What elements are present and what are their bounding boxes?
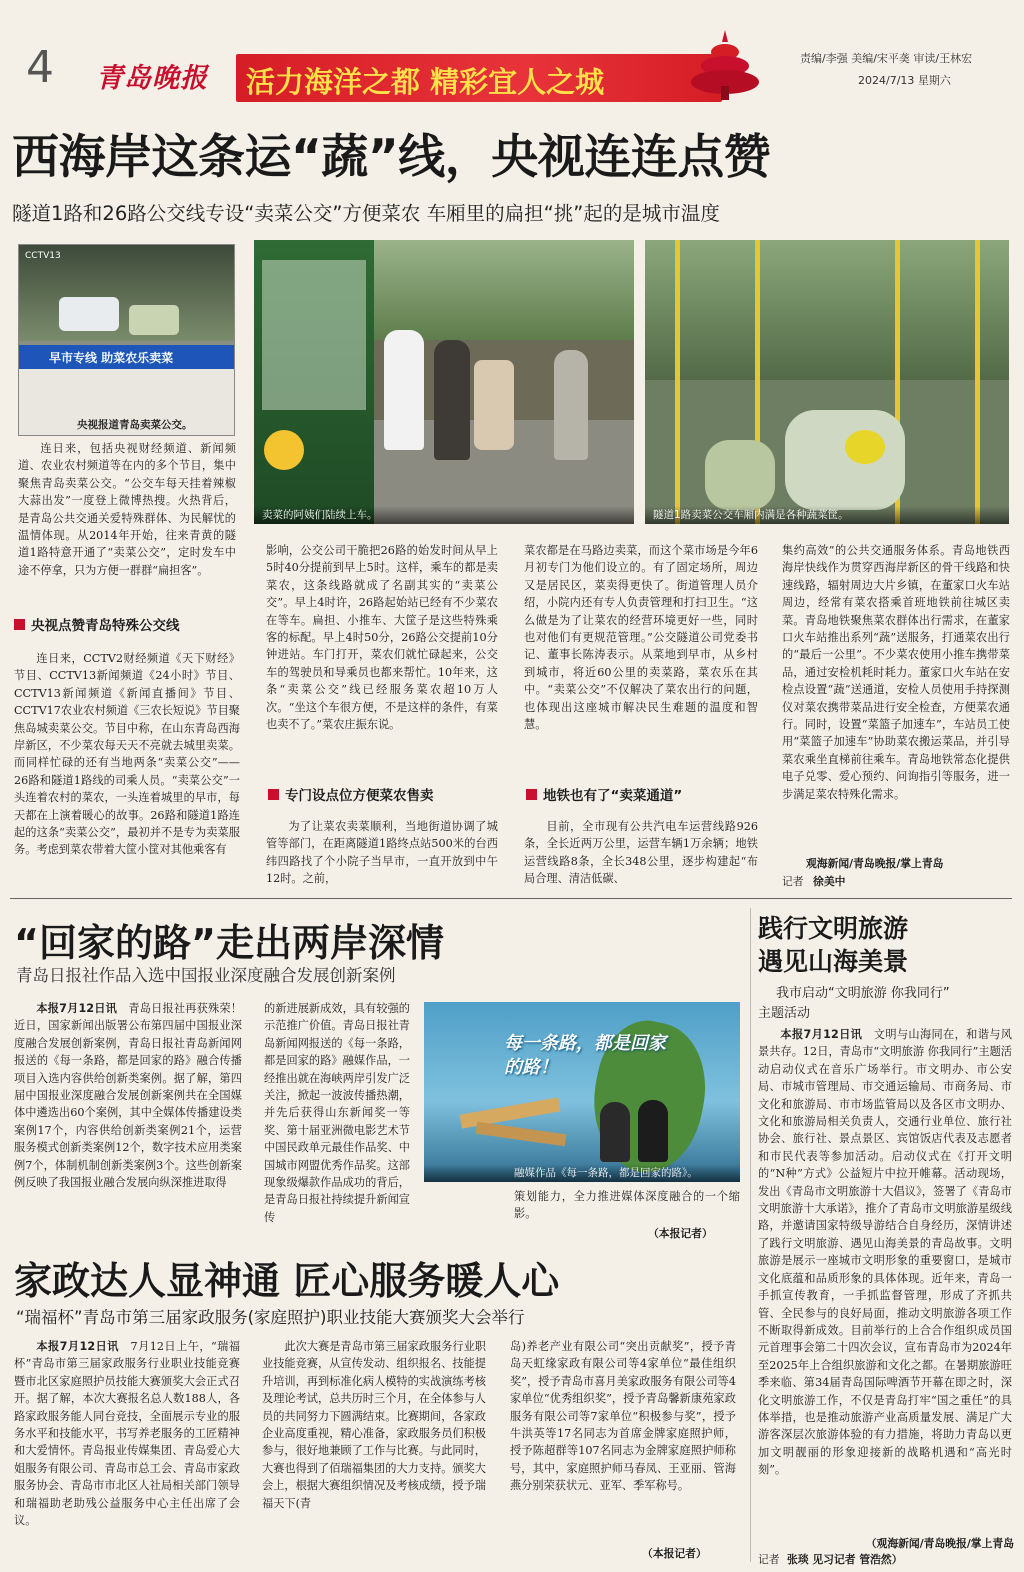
tv-photo-caption: 央视报道青岛卖菜公交。 bbox=[77, 419, 193, 431]
story1-column-3: 菜农都是在马路边卖菜，而这个菜市场是今年6月初专门为他们设立的。有了固定场所，周边又是居民区，菜卖得更快了。街道管理人员介绍，小院内还有专人负责管理和打扫卫生。“这么做是为了让菜农的经营环境更好一些，同时也对他们有更规范管理。”公交隧道公司党委书记、董事长陈涛表示。从菜地到早市，从乡村到城市，将近60公里的卖菜路，菜农乐在其中。“卖菜公交”不仅解决了菜农出行的问题，也体现出这座城市解决民生难题的温度和智慧。 bbox=[524, 544, 758, 732]
story2-poster-photo bbox=[424, 1002, 740, 1182]
story2-byline: （本报记者） bbox=[648, 1227, 713, 1240]
story1-headline: 西海岸这条运“蔬”线，央视连连点赞 bbox=[12, 130, 771, 185]
landmark-icon bbox=[688, 28, 762, 102]
story1-bus-boarding-photo bbox=[254, 240, 634, 524]
story3-dateline: 本报7月12日讯 bbox=[36, 1340, 119, 1353]
story1-reporter: 记者 徐美中 bbox=[782, 875, 846, 888]
tv-news-banner: 早市专线 助菜农乐卖菜 bbox=[19, 345, 234, 369]
slogan-banner bbox=[236, 54, 722, 102]
story3-headline: 家政达人显神通 匠心服务暖人心 bbox=[14, 1259, 560, 1303]
story2-column-3: 策划能力，全力推进媒体深度融合的一个缩影。 bbox=[514, 1190, 740, 1221]
story1-column-2: 影响，公交公司干脆把26路的始发时间从早上5时40分提前到早上5时。这样，乘车的都是卖菜农，这条线路就成了名副其实的“卖菜公交”。早上4时许，26路起始站已经有不少菜农在等车。扁担、小推车、大筐子是这些特殊乘客的标配。早上4时50分，26路公交提前10分钟进站。车门打开，菜农们就忙碌起来，公交车的驾驶员和导乘员也都来帮忙。10年来，这条“卖菜公交”线已经服务菜农超10万人次。“坐这个车很方便，不是这样的条件，有菜也卖不了。”菜农庄振东说。 bbox=[266, 544, 498, 732]
page-number: 4 bbox=[26, 42, 54, 93]
story1-intro: 连日来，包括央视财经频道、新闻频道、农业农村频道等在内的多个节目，集中聚焦青岛卖菜公交。“公交车每天挂着辣椒大蒜出发”一度登上微博热搜。火热背后，是青岛公共交通关爱特殊群体、为民解忧的温情体现。从2014年开始，往来青黄的隧道1路特意开通了“卖菜公交”，定时发车中途不停拿，只为方便一群群“扁担客”。 bbox=[18, 442, 236, 577]
section-divider bbox=[10, 898, 1012, 899]
story4-headline: 践行文明旅游 遇见山海美景 bbox=[758, 914, 909, 976]
story4-subhead: 我市启动“文明旅游 你我同行” 主题活动 bbox=[758, 986, 950, 1021]
story1-subheading-1: 央视点赞青岛特殊公交线 bbox=[14, 614, 180, 634]
story2-headline: “回家的路”走出两岸深情 bbox=[14, 921, 444, 965]
story2-dateline: 本报7月12日讯 bbox=[36, 1002, 118, 1015]
column-divider bbox=[750, 908, 751, 1562]
story1-column-1: 连日来，CCTV2财经频道《天下财经》节目、CCTV13新闻频道《24小时》节目、CCTV13新闻频道《新闻直播间》节目、CCTV17农业农村频道《三农长短说》节目聚焦岛城卖菜公交。节目中称，在山东青岛西海岸新区，不少菜农每天天不亮就去城里卖菜。而同样忙碌的还有当地两条“卖菜公交”——26路和隧道1路线的司乘人员。“卖菜公交”一头连着农村的菜农，一头连着城里的早市，每天都在上演着暖心的故事。26路和隧道1路连起的这条“卖菜公交”，最初并不是专为卖菜服务。考虑到菜农带着大筐小筐对其他乘客有 bbox=[14, 652, 240, 857]
story2-photo-caption: 融媒作品《每一条路，都是回家的路》。 bbox=[424, 1164, 740, 1182]
tv-channel-logo: CCTV13 bbox=[25, 251, 61, 261]
poster-title: 每一条路，都是回家的路！ bbox=[504, 1033, 666, 1078]
masthead-logo: 青岛晚报 bbox=[96, 63, 208, 94]
story4-byline: （观海新闻/青岛晚报/掌上青岛 记者 张琰 见习记者 管浩然） bbox=[758, 1537, 1014, 1566]
story1-byline: 观海新闻/青岛晚报/掌上青岛 bbox=[806, 857, 944, 870]
story3-column-1: 本报7月12日讯 7月12日上午，“瑞福杯”青岛市第三届家政服务行业职业技能竞赛暨市北区家庭照护员技能大赛颁奖大会正式召开。据了解，本次大赛报名总人数188人，各路家政服务能人同台竞技，全面展示专业的服务水平和技能水平，书写养老服务的工匠精神和大爱情怀。青岛报业传媒集团、青岛爱心大姐服务有限公司、青岛市总工会、青岛市家政服务协会、青岛市市北区人社局相关部门领导和瑞福助老助残公益服务中心主任出席了会议。 bbox=[14, 1340, 240, 1528]
story3-subhead: “瑞福杯”青岛市第三届家政服务(家庭照护)职业技能大赛颁奖大会举行 bbox=[16, 1308, 525, 1327]
issue-date: 2024/7/13 星期六 bbox=[858, 74, 951, 87]
story3-column-3: 岛)养老产业有限公司“突出贡献奖”，授予青岛天虹缘家政有限公司等4家单位“最佳组织奖”，授予青岛市喜月美家政服务有限公司等4家单位“优秀组织奖”，授予青岛馨新康苑家政服务有限公司等7家单位“积极参与奖”，授予牛洪英等17名同志为首席金牌家庭照护师，授予陈超群等107名同志为金牌家庭照护师称号，其中，家庭照护师马春凤、王亚丽、管海燕分别荣获状元、亚军、季军称号。 bbox=[510, 1340, 736, 1493]
story1-column-2b: 为了让菜农卖菜顺利，当地街道协调了城管等部门，在距离隧道1路终点站500米的台西纬四路找了个小院子当早市，一直开放到中午12时。之前， bbox=[266, 820, 498, 886]
story4-dateline: 本报7月12日讯 bbox=[780, 1028, 863, 1041]
story1-bus-interior-photo bbox=[645, 240, 1009, 524]
story1-column-3b: 目前，全市现有公共汽电车运营线路926条，全长近两万公里，运营车辆1万余辆；地铁运营线路8条，全长348公里，逐步构建起“布局合理、清洁低碳、 bbox=[524, 820, 758, 886]
editors-credit: 责编/李强 美编/宋平䶮 审读/王林宏 bbox=[800, 52, 973, 65]
story2-column-1: 本报7月12日讯 青岛日报社再获殊荣！近日，国家新闻出版署公布第四届中国报业深度融合发展创新案例，青岛日报社青岛新闻网报送的《每一条路，都是回家的路》融合传播项目入选内容供给创新类案例。据了解，第四届中国报业深度融合发展创新案例共在全国媒体中遴选出60个案例，其中全媒体传播建设类案例17个，内容供给创新类案例21个，运营服务模式创新类案例12个，数字技术应用类案例7个，体制机制创新类案例3个。这些创新案例反映了我国报业融合发展向纵深推进取得 bbox=[14, 1002, 242, 1190]
subheading-marker-icon bbox=[268, 789, 279, 800]
story1-subhead: 隧道1路和26路公交线专设“卖菜公交”方便菜农 车厢里的扁担“挑”起的是城市温度 bbox=[12, 202, 720, 225]
subheading-marker-icon bbox=[526, 789, 537, 800]
bus-boarding-caption: 卖菜的阿姨们陆续上车。 bbox=[254, 506, 634, 524]
story3-column-2: 此次大赛是青岛市第三届家政服务行业职业技能竞赛，从宣传发动、组织报名、技能提升培训，再到标准化病人模特的实战演练考核及理论考试，总共历时三个月，在全体参与人员的共同努力下圆满结束。比赛期间，各家政企业高度重视，精心准备，家政服务员们积极参与，很好地兼顾了工作与比赛。与此同时，大赛也得到了佰瑞福集团的大力支持。颁奖大会上，根据大赛组织情况及考核成绩，授予瑞福天下(青 bbox=[262, 1340, 486, 1510]
story1-subheading-3: 地铁也有了“卖菜通道” bbox=[526, 784, 682, 804]
story1-column-4: 集约高效”的公共交通服务体系。青岛地铁西海岸快线作为贯穿西海岸新区的骨干线路和快速线路，辐射周边大片乡镇，在董家口火车站周边，经常有菜农搭乘首班地铁前往城区卖菜。青岛地铁聚焦菜农群体出行需求，在董家口火车站推出系列“蔬”送服务，打通菜农出行的“最后一公里”。不少菜农使用小推车携带菜品，通过安检机耗时耗力。董家口火车站在安检点设置“蔬”送通道，安检人员使用手持探测仪对菜农携带菜品进行安全检查，方便菜农通行。同时，设置“菜篮子加速车”，车站员工使用“菜篮子加速车”协助菜农搬运菜品，并引导菜农乘坐直梯前往乘车。青岛地铁常态化提供电子兑零、爱心预约、问询指引等服务，进一步满足菜农特殊化需求。 bbox=[782, 544, 1010, 801]
story1-tv-photo bbox=[18, 244, 235, 436]
subheading-marker-icon bbox=[14, 619, 25, 630]
bus-interior-caption: 隧道1路卖菜公交车厢内满是各种蔬菜筐。 bbox=[645, 506, 1009, 524]
story2-subhead: 青岛日报社作品入选中国报业深度融合发展创新案例 bbox=[16, 966, 396, 985]
story2-column-2: 的新进展新成效，具有较强的示范推广价值。青岛日报社青岛新闻网报送的《每一条路，都是回家的路》融媒作品，一经推出就在海峡两岸引发广泛关注，掀起一波波传播热潮，并先后获得山东新闻奖一等奖、第十届亚洲微电影艺术节中国民政单元最佳作品奖、中国城市网盟优秀作品奖。这部现象级爆款作品成功的背后，是青岛日报社持续提升新闻宣传 bbox=[264, 1002, 410, 1224]
story3-byline: （本报记者） bbox=[642, 1547, 707, 1560]
slogan-text: 活力海洋之都 精彩宜人之城 bbox=[246, 65, 605, 99]
story1-subheading-2: 专门设点位方便菜农售卖 bbox=[268, 784, 434, 804]
page-header bbox=[0, 0, 1024, 118]
story4-body: 本报7月12日讯 文明与山海同在，和谐与风景共存。12日，青岛市“文明旅游 你我同行”主题活动启动仪式在音乐广场举行。市文明办、市公安局、市城市管理局、市交通运输局、市商务局、市文化和旅游局、市市场监管局以及各区市文明办、文化和旅游局相关负责人，交通行业单位、旅行社协会、旅行社、景点景区、宾馆饭店代表及志愿者和市民代表等参加活动。启动仪式在《打开文明的“N种”方式》公益短片中拉开帷幕。活动现场，发出《青岛市文明旅游十大倡议》，签署了《青岛市文明旅游十大承诺》，推介了青岛市文明旅游星级线路，并邀请国家特级导游结合自身经历，深情讲述了践行文明旅游、遇见山海美景的青岛故事。文明旅游是展示一座城市文明形象的重要窗口，是城市文化底蕴和品质形象的具体体现。近年来，青岛一手抓宣传教育，一手抓监督管理，形成了齐抓共管、全民参与的良好局面，推动文明旅游各项工作不断取得新成效。目前举行的上合合作组织成员国元首理事会第二十四次会议，宣布青岛市为2024年至2025年上合组织旅游和文化之都。在暑期旅游旺季来临、第34届青岛国际啤酒节开幕在即之时，深化文明旅游工作，不仅是青岛打牢“国之重任”的具体举措，也是推动旅游产业高质量发展、满足广大游客深层次旅游体验的有力措施，将助力青岛以更加文明靓丽的形象迎接新的战略机遇和“高光时刻”。 bbox=[758, 1028, 1012, 1477]
